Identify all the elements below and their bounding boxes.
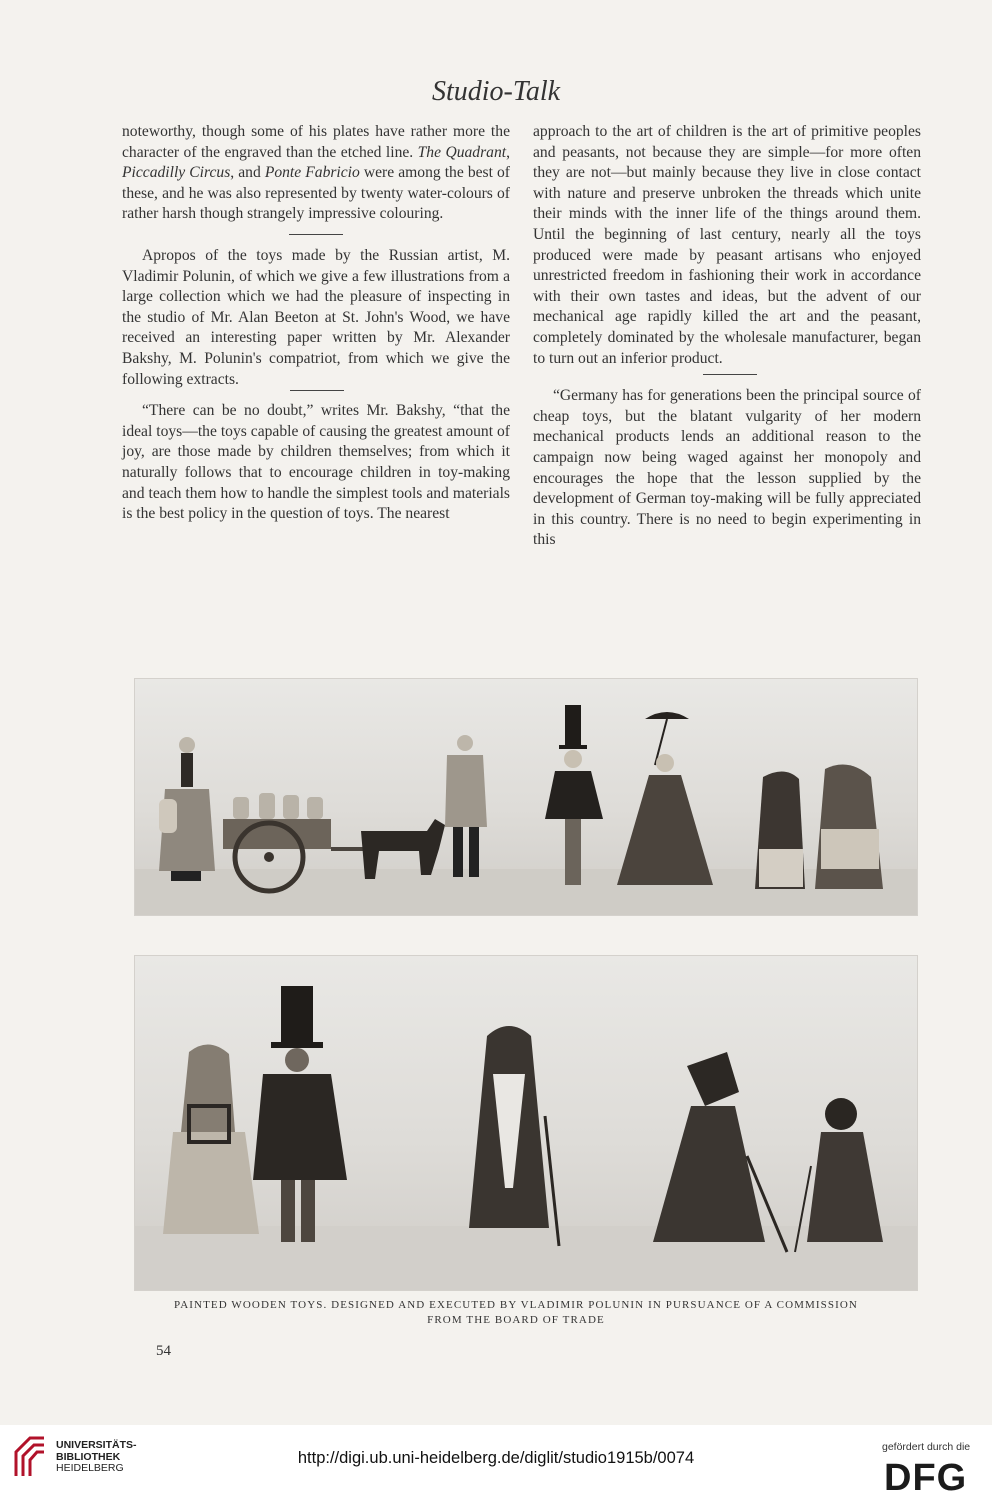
library-line-2: BIBLIOTHEK — [56, 1450, 121, 1463]
toys-photo-top — [134, 678, 918, 916]
right-paragraph-1: approach to the art of children is the art of primitive peoples and peasants, not because they are simple—for more often they are not—but mainly because they live in close contact with nature and preserve unbroken the threads which unite their minds with the inner life of the things around them. Until the beginning of last century, nearly all the toys produced were made by peasant artisans who enjoyed unrestricted freedom in fashioning their work in accordance with their own tastes and ideas, but the advent of our mechanical age rapidly killed the art and the peasant, completely dominated by the wholesale manufacturer, began to turn out an inferior product. — [533, 123, 921, 367]
toys-photo-bottom — [134, 955, 918, 1291]
toys-photo-bottom-illustration — [135, 956, 917, 1290]
caption-line-1: PAINTED WOODEN TOYS. DESIGNED AND EXECUTED BY VLADIMIR POLUNIN IN PURSUANCE OF A COMMISSION — [174, 1299, 858, 1311]
caption-line-2: FROM THE BOARD OF TRADE — [427, 1314, 605, 1326]
left-paragraph-2: Apropos of the toys made by the Russian artist, M. Vladimir Polunin, of which we give a few illustrations from a large collection which we had the pleasure of inspecting in the studio of Mr. Alan Beeton at St. John's Wood, we have received an interesting paper written by Mr. Alexander Bakshy, M. Polunin's compatriot, from which we give the following extracts. — [122, 246, 510, 388]
section-divider — [289, 234, 343, 235]
right-paragraph-2: “Germany has for generations been the principal source of cheap toys, but the blatant vulgarity of her modern mechanical products lends an additional reason to the campaign now being waged against her monopoly and encourages the hope that the lesson supplied by the development of German toy-making will be fully appreciated in this country. There is no need to begin experimenting in this — [533, 387, 921, 549]
right-column — [533, 122, 921, 551]
dfg-logo: DFG — [884, 1457, 968, 1499]
funding-note: gefördert durch die — [882, 1441, 971, 1453]
section-divider — [703, 374, 757, 375]
section-divider — [290, 390, 344, 391]
library-line-3: HEIDELBERG — [56, 1462, 124, 1474]
toys-photo-top-illustration — [135, 679, 917, 915]
left-paragraph-3: “There can be no doubt,” writes Mr. Bakshy, “that the ideal toys—the toys capable of causing the greatest amount of joy, are those made by children themselves; from which it naturally follows that to encourage children in toy-making and teach them how to handle the simplest tools and materials is the best policy in the question of toys. The nearest — [122, 402, 510, 523]
figure-caption — [112, 1298, 920, 1328]
left-paragraph-1: noteworthy, though some of his plates have rather more the character of the engraved than the etched line. The Quadrant, Piccadilly Circus, and Ponte Fabricio were among the best of these, and he was also represented by twenty water-colours of rather harsh though strangely impressive colouring. — [122, 123, 510, 223]
library-line-1: UNIVERSITÄTS- — [56, 1439, 137, 1451]
page-number: 54 — [156, 1343, 171, 1359]
page-header: Studio-Talk — [431, 76, 561, 107]
source-url[interactable]: http://digi.ub.uni-heidelberg.de/diglit/studio1915b/0074 — [297, 1449, 695, 1467]
left-column — [122, 122, 510, 525]
